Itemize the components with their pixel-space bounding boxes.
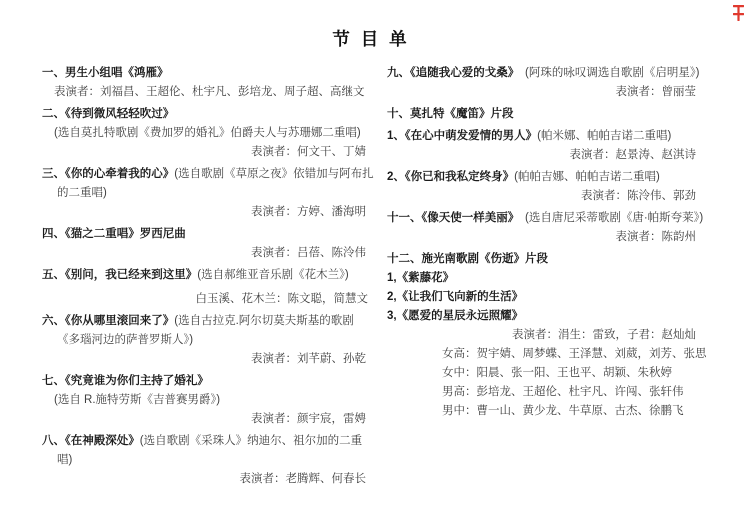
text-segment: (帕米娜、帕帕吉诺二重唱) [537,130,672,142]
text-segment: (选自歌剧《草原之夜》依错加与阿布扎的二重唱) [57,168,374,199]
text-segment: 1,《紫藤花》 [387,272,455,284]
text-segment: 女中：阳晨、张一阳、王也平、胡颖、朱秋婷 [442,367,672,379]
text-segment: 男高：彭培龙、王超伦、杜宇凡、许闯、张轩伟 [442,386,684,398]
right-column [387,64,742,424]
text-segment: 八、《在神殿深处》 [42,435,140,447]
heading-line [42,266,374,285]
text-segment: 表演者：涓生：雷致，子君：赵灿灿 [512,329,696,341]
heading-line [387,64,742,83]
text-segment: 表演者：刘福昌、王超伦、杜宇凡、彭培龙、周子超、高继文 [54,86,365,98]
heading-line [42,312,374,350]
performer-line [387,187,742,206]
performer-line [387,146,742,165]
cast-line [42,290,374,309]
program-item [387,105,742,124]
heading-line [387,307,742,326]
program-item [42,105,374,162]
text-segment: (选自莫扎特歌剧《费加罗的婚礼》伯爵夫人与苏珊娜二重唱) [54,127,361,139]
text-segment: 表演者：赵景涛、赵淇诗 [569,149,696,161]
text-segment: 女高：贺宇婧、周梦蝶、王泽慧、刘葳，刘芳、张思 [442,348,707,360]
text-segment: 五、《别问，我已经来到这里》 [42,269,198,281]
text-segment: (选自古拉克.阿尔切莫夫斯基的歌剧《多瑙河边的萨普罗斯人》) [57,315,354,346]
program-item [42,372,374,429]
performer-line [42,470,374,489]
text-segment: 表演者：陈韵州 [615,231,696,243]
text-segment: 一、男生小组唱《鸿雁》 [42,67,169,79]
text-segment: 表演者：何文干、丁婧 [251,146,366,158]
text-segment: 表演者：吕蓓、陈泠伟 [251,247,366,259]
performer-line [42,203,374,222]
program-item [387,168,742,206]
program-item [42,266,374,309]
corner-stamp-mark [732,4,745,22]
program-item [387,250,742,421]
text-segment: 六、《你从哪里滚回来了》 [42,315,175,327]
text-segment: (阿珠的咏叹调选自歌剧《启明星》) [513,67,700,79]
heading-line [42,372,374,391]
cast-line [387,364,742,383]
performer-line [42,244,374,263]
text-segment: 3,《愿爱的星辰永远照耀》 [387,310,524,322]
program-item [387,64,742,102]
left-column [42,64,374,492]
heading-line [42,432,374,470]
text-segment: 九、《追随我心爱的戈桑》 [387,67,514,79]
text-segment: 2,《让我们飞向新的生活》 [387,291,524,303]
cast-line [387,345,742,364]
text-segment: 表演者：刘芊蔚、孙乾 [251,353,366,365]
text-segment: (选自歌剧《采珠人》纳迪尔、祖尔加的二重唱) [57,435,363,466]
text-segment: 三、《你的心牵着我的心》 [42,168,175,180]
text-segment: 表演者：曾丽莹 [615,86,696,98]
corner-stamp-icon [732,4,745,22]
cast-line [387,383,742,402]
text-segment: 表演者：陈泠伟、郭劲 [581,190,696,202]
heading-line [42,64,374,83]
heading-line [387,105,742,124]
cast-line [387,402,742,421]
heading-line [387,168,742,187]
performer-line [387,326,742,345]
program-columns [42,64,742,492]
text-segment: (帕帕吉娜、帕帕吉诺二重唱) [514,171,660,183]
text-segment: 2、《你已和我私定终身》 [387,171,515,183]
text-segment: 表演者：颜宇宸，雷娉 [251,413,366,425]
text-segment: 四、《猫之二重唱》罗西尼曲 [42,228,186,240]
text-segment: 七、《究竟谁为你们主持了婚礼》 [42,375,209,387]
heading-line [42,225,374,244]
performer-line [387,83,742,102]
text-segment: 男中：曹一山、黄少龙、牛草原、古杰、徐鹏飞 [442,405,684,417]
performer-line [42,410,374,429]
text-segment: 表演者：老腾辉、何春长 [239,473,366,485]
program-item [387,209,742,247]
performer-line [42,143,374,162]
note-line [42,83,374,102]
text-segment: (选自唐尼采蒂歌剧《唐·帕斯夸莱》) [513,212,704,224]
text-segment: 表演者：方婷、潘海明 [251,206,366,218]
heading-line [387,269,742,288]
performer-line [387,228,742,247]
heading-line [387,250,742,269]
heading-line [387,209,742,228]
heading-line [387,127,742,146]
text-segment: 1、《在心中萌发爱情的男人》 [387,130,538,142]
heading-line [387,288,742,307]
text-segment: 二、《待到微风轻轻吹过》 [42,108,175,120]
program-item [42,312,374,369]
page-title: 节 目 单 [332,29,410,49]
program-item [42,432,374,489]
heading-line [42,165,374,203]
text-segment: (选自 R.施特劳斯《吉普赛男爵》) [54,394,221,406]
text-segment: (选自郝维亚音乐剧《花木兰》) [197,269,349,281]
note-line [42,124,374,143]
program-item [42,64,374,102]
note-line [42,391,374,410]
program-item [387,127,742,165]
program-item [42,165,374,222]
text-segment: 十、莫扎特《魔笛》片段 [387,108,514,120]
text-segment: 十二、施光南歌剧《伤逝》片段 [387,253,548,265]
program-item [42,225,374,263]
performer-line [42,350,374,369]
text-segment: 十一、《像天使一样美丽》 [387,212,514,224]
text-segment: 白玉溪、花木兰：陈文聪，简慧文 [195,293,368,305]
heading-line [42,105,374,124]
